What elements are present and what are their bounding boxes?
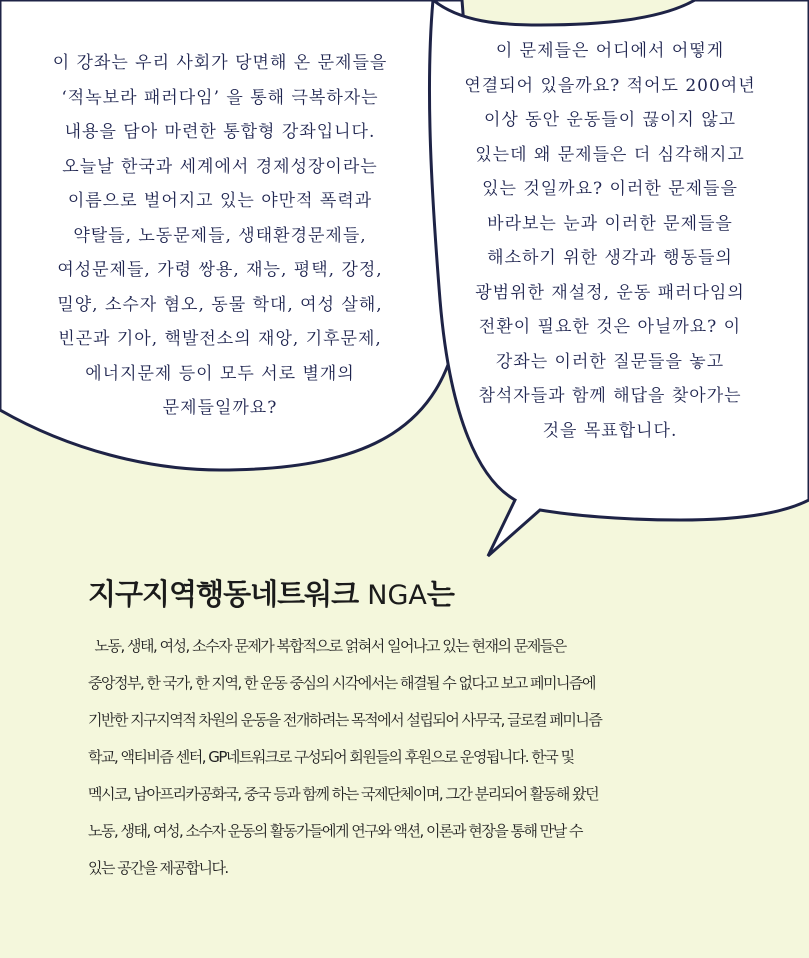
right-bubble-line: 연결되어 있을까요? 적어도 200여년 [464,75,756,96]
section-title-suffix: 는 [426,577,454,611]
left-bubble-line: ‘적녹보라 패러다임’ 을 통해 극복하자는 [61,87,379,108]
body-line: 학교, 액티비즘 센터, GP네트워크로 구성되어 회원들의 후원으로 운영됩니다. 한국 및 [88,748,574,766]
body-line: 노동, 생태, 여성, 소수자 문제가 복합적으로 얽혀서 일어나고 있는 현재의 문제들은 [88,637,566,655]
right-bubble-line: 해소하기 위한 생각과 행동들의 [487,248,733,268]
right-bubble-line: 이상 동안 운동들이 끊이지 않고 [483,110,737,130]
body-line: 멕시코, 남아프리카공화국, 중국 등과 함께 하는 국제단체이며, 그간 분리되어 활동해 왔던 [88,785,599,803]
right-bubble-line: 이 문제들은 어디에서 어떻게 [495,41,725,61]
left-bubble-line: 오늘날 한국과 세계에서 경제성장이라는 [62,156,378,177]
right-bubble-line: 광범위한 재설정, 운동 패러다임의 [475,282,745,303]
section-body [88,628,720,887]
section-title-org: NGA [367,580,427,611]
body-line: 있는 공간을 제공합니다. [88,859,228,877]
right-bubble-line: 참석자들과 함께 해답을 찾아가는 [478,386,742,406]
left-bubble-line: 이 강좌는 우리 사회가 당면해 온 문제들을 [52,53,388,73]
body-line: 기반한 지구지역적 차원의 운동을 전개하려는 목적에서 설립되어 사무국, 글로컬 페미니즘 [88,711,602,729]
left-bubble-line: 이름으로 벌어지고 있는 야만적 폭력과 [67,191,373,211]
left-bubble-line: 약탈들, 노동문제들, 생태환경문제들, [73,225,367,246]
right-bubble-line: 있는데 왜 문제들은 더 심각해지고 [475,144,745,165]
left-bubble-line: 밀양, 소수자 혐오, 동물 학대, 여성 살해, [57,294,383,315]
left-bubble-line: 빈곤과 기아, 핵발전소의 재앙, 기후문제, [58,329,382,349]
body-line: 노동, 생태, 여성, 소수자 운동의 활동가들에게 연구와 액션, 이론과 현장을 통해 만날 수 [88,822,582,840]
left-bubble-line: 내용을 담아 마련한 통합형 강좌입니다. [64,122,376,142]
right-bubble-line: 강좌는 이러한 질문들을 놓고 [495,351,725,372]
left-bubble-line: 여성문제들, 가령 쌍용, 재능, 평택, 강정, [57,260,383,280]
section-title [88,572,454,613]
left-bubble-line: 문제들일까요? [162,398,278,418]
body-line: 중앙정부, 한 국가, 한 지역, 한 운동 중심의 시각에서는 해결될 수 없다고 보고 페미니즘에 [88,674,595,692]
left-bubble-text [20,46,420,426]
left-bubble-line: 에너지문제 등이 모두 서로 별개의 [85,363,355,384]
right-bubble-line: 것을 목표합니다. [542,420,678,441]
right-bubble-line: 있는 것일까요? 이러한 문제들을 [482,179,738,199]
right-bubble-text [420,34,800,448]
right-bubble-line: 바라보는 눈과 이러한 문제들을 [487,213,733,234]
right-bubble-line: 전환이 필요한 것은 아닐까요? 이 [478,317,742,337]
section-title-main: 지구지역행동네트워크 [88,577,359,611]
